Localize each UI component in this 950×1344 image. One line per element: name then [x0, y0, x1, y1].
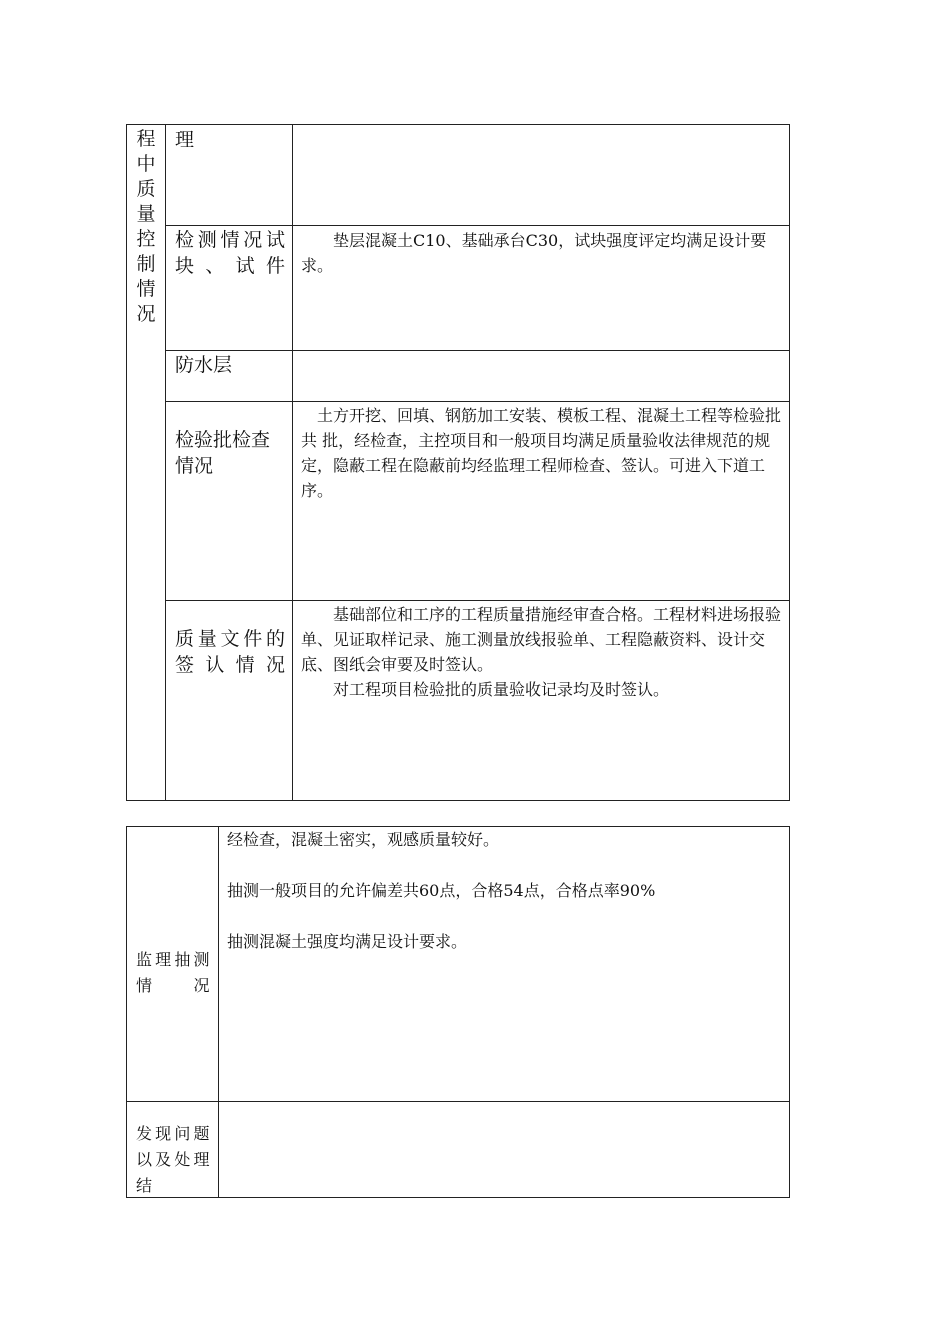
content-paragraph: 基础部位和工序的工程质量措施经审查合格。工程材料进场报验单、见证取样记录、施工测量放线报验单、工程隐蔽资料、设计交底、图纸会审要及时签认。	[301, 605, 782, 674]
row-content	[301, 403, 783, 503]
row-content	[227, 827, 783, 954]
table-divider	[292, 125, 293, 800]
content-paragraph: 抽测一般项目的允许偏差共60点，合格54点，合格点率90%	[227, 881, 656, 900]
table-divider	[165, 600, 789, 601]
table-divider	[127, 1101, 789, 1102]
side-label: 程中质量控制情况	[136, 128, 156, 325]
table-divider	[218, 827, 219, 1197]
quality-control-table	[126, 124, 790, 801]
content-paragraph: 对工程项目检验批的质量验收记录均及时签认。	[333, 680, 670, 699]
row-label: 检测情况试块、试件	[175, 229, 285, 277]
row-label: 发现问题以及处理结	[136, 1124, 210, 1195]
table-divider	[165, 401, 789, 402]
row-label: 质量文件的签认情况	[175, 628, 285, 676]
content-paragraph: 土方开挖、回填、钢筋加工安装、模板工程、混凝土工程等检验批共 批，经检查，主控项目和一般项目均满足质量验收法律规范的规定，隐蔽工程在隐蔽前均经监理工程师检查、签认。可进入下道工序。	[301, 406, 782, 500]
row-label: 监理抽测情况	[136, 950, 210, 995]
content-paragraph: 垫层混凝土C10、基础承台C30，试块强度评定均满足设计要求。	[301, 231, 767, 275]
row-label: 检验批检查情况	[175, 429, 271, 477]
row-content	[301, 228, 783, 278]
content-paragraph: 抽测混凝土强度均满足设计要求。	[227, 932, 468, 951]
supervision-table	[126, 826, 790, 1198]
row-label: 理	[175, 129, 195, 151]
row-content	[301, 602, 783, 702]
table-divider	[165, 225, 789, 226]
content-paragraph: 经检查，混凝土密实，观感质量较好。	[227, 830, 500, 849]
table-divider	[165, 350, 789, 351]
row-label: 防水层	[175, 354, 233, 376]
table-divider	[165, 125, 166, 800]
